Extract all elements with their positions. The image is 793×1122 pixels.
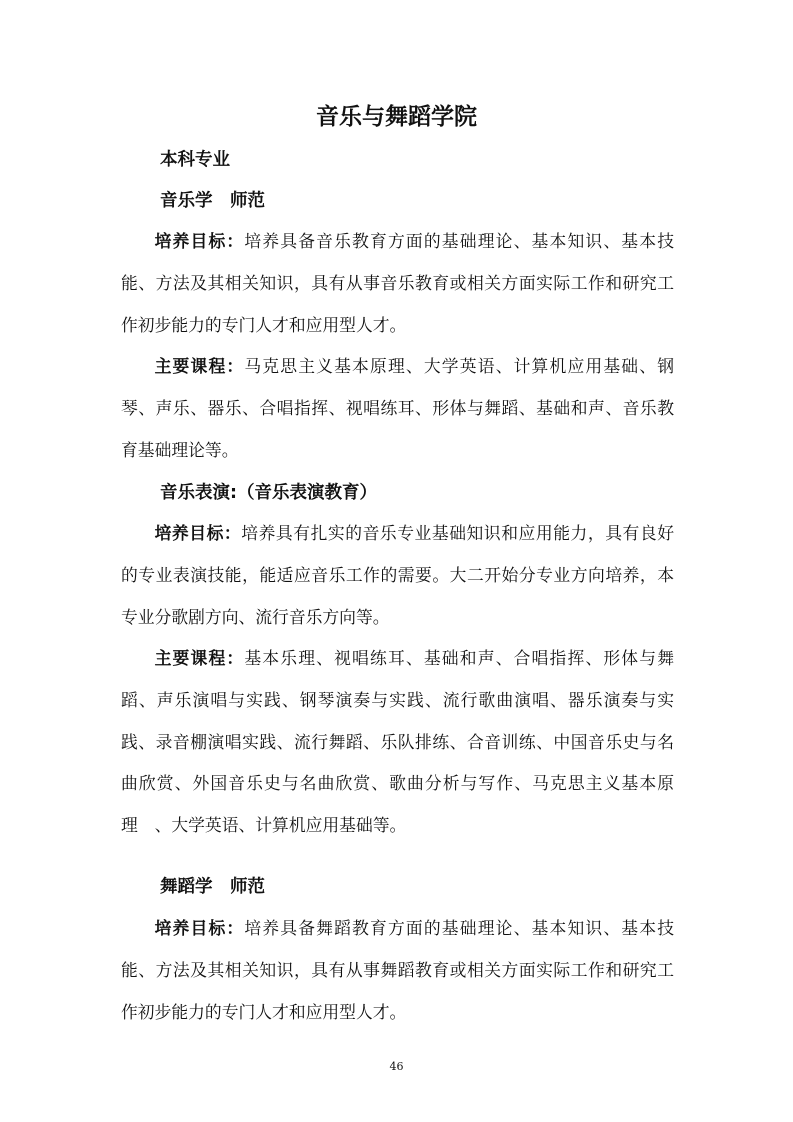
goal-label: 培养目标： — [154, 918, 245, 938]
courses-text: 基本乐理、视唱练耳、基础和声、合唱指挥、形体与舞蹈、声乐演唱与实践、钢琴演奏与实践、流行歌曲演唱、器乐演奏与实践、录音棚演唱实践、流行舞蹈、乐队排练、合音训练、中国音乐史与名曲欣赏、外国音乐史与名曲欣赏、歌曲分析与写作、马克思主义基本原理 、大学英语、计算机应用基础等。 — [121, 648, 674, 836]
major-goal-music-performance — [121, 513, 674, 638]
courses-label: 主要课程： — [154, 356, 245, 376]
courses-label: 主要课程： — [154, 648, 245, 668]
section-heading-undergraduate: 本科专业 — [160, 150, 230, 170]
goal-label: 培养目标： — [154, 523, 242, 543]
major-goal-dance-education — [121, 908, 674, 1033]
major-courses-music-performance — [121, 638, 674, 847]
courses-text: 马克思主义基本原理、大学英语、计算机应用基础、钢琴、声乐、器乐、合唱指挥、视唱练耳、形体与舞蹈、基础和声、音乐教育基础理论等。 — [121, 356, 674, 460]
goal-text: 培养具有扎实的音乐专业基础知识和应用能力，具有良好的专业表演技能，能适应音乐工作的需要。大二开始分专业方向培养，本专业分歌剧方向、流行音乐方向等。 — [121, 523, 674, 627]
major-name-music-performance: 音乐表演:（音乐表演教育） — [160, 483, 377, 503]
major-courses-music-education — [121, 346, 674, 471]
major-goal-music-education — [121, 221, 674, 346]
major-name-dance-education: 舞蹈学 师范 — [160, 877, 265, 897]
page-number: 46 — [389, 1060, 404, 1073]
goal-text: 培养具备舞蹈教育方面的基础理论、基本知识、基本技能、方法及其相关知识，具有从事舞蹈教育或相关方面实际工作和研究工作初步能力的专门人才和应用型人才。 — [121, 918, 674, 1022]
goal-label: 培养目标： — [154, 231, 245, 251]
major-name-music-education: 音乐学 师范 — [160, 191, 265, 211]
goal-text: 培养具备音乐教育方面的基础理论、基本知识、基本技能、方法及其相关知识，具有从事音乐教育或相关方面实际工作和研究工作初步能力的专门人才和应用型人才。 — [121, 231, 674, 335]
page-title: 音乐与舞蹈学院 — [316, 104, 477, 130]
